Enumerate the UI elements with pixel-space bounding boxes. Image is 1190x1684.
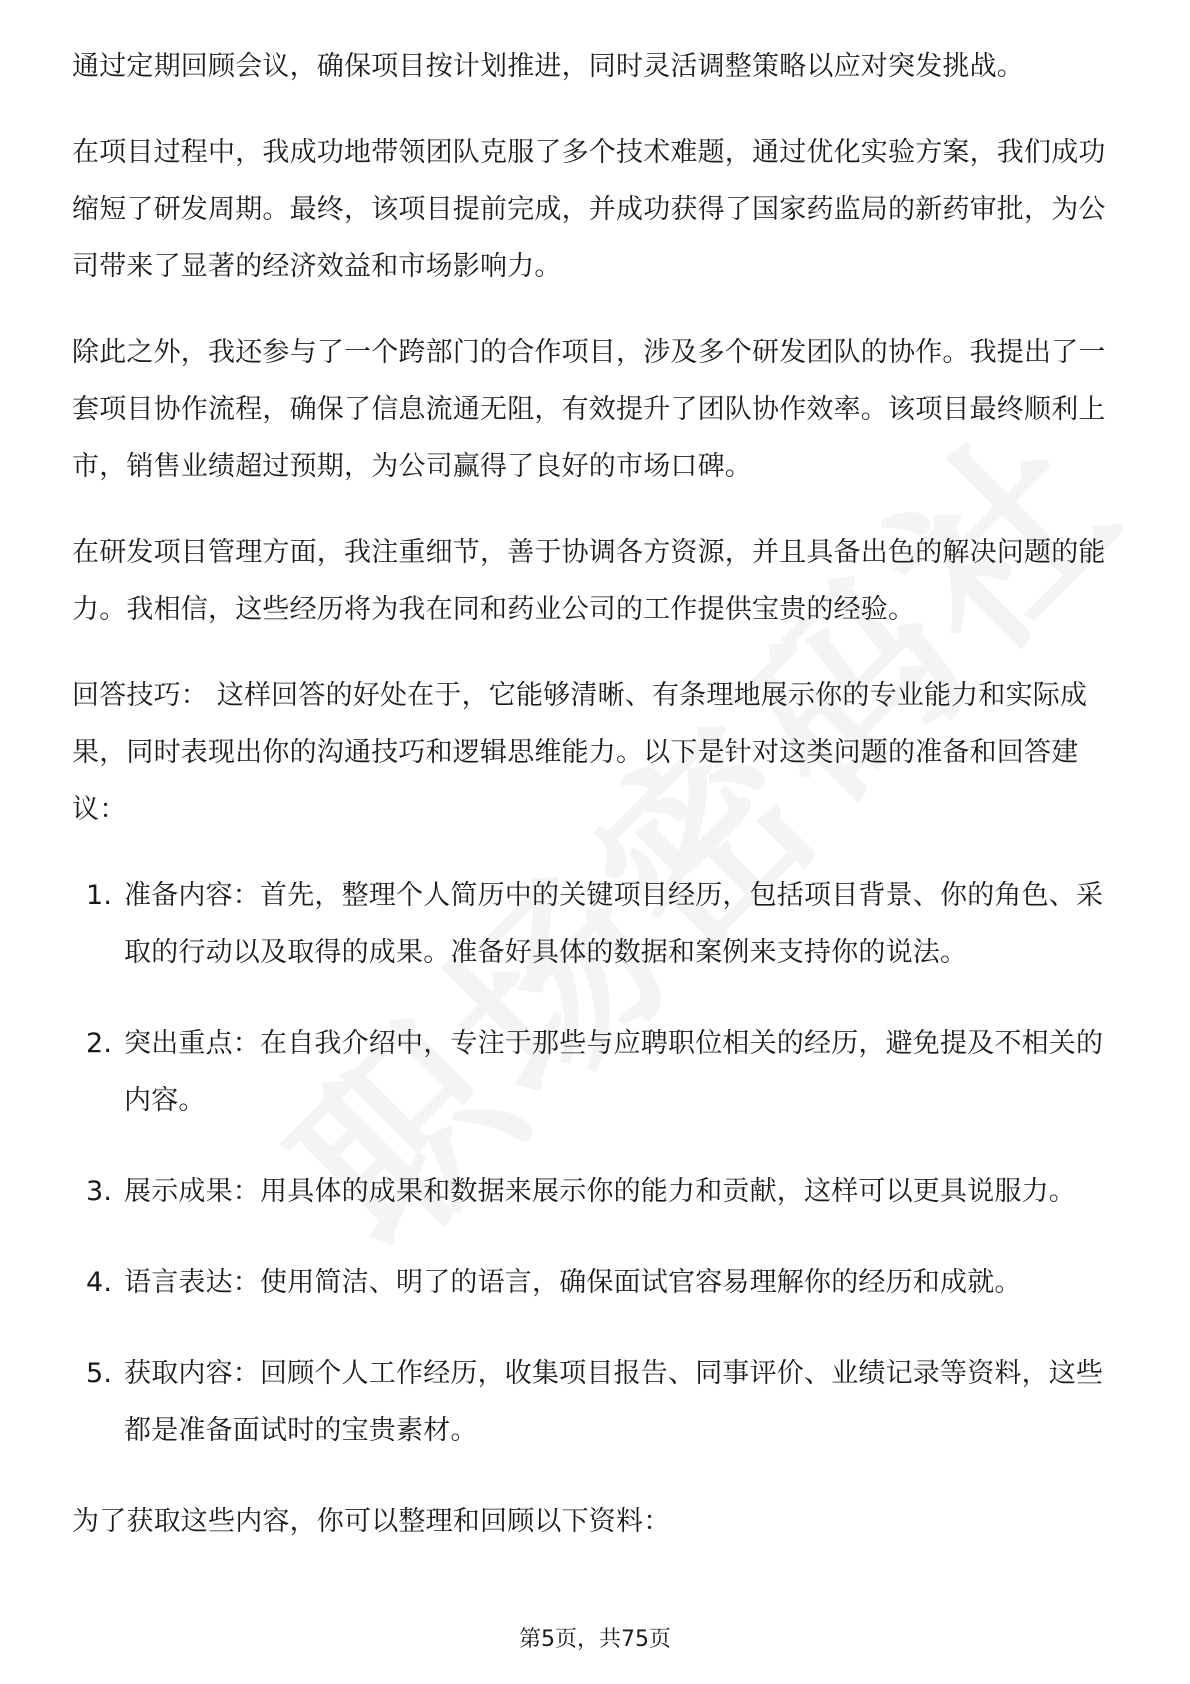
- paragraph-review-meetings: 通过定期回顾会议，确保项目按计划推进，同时灵活调整策略以应对突发挑战。: [72, 51, 1024, 82]
- list-number: 4.: [86, 1267, 113, 1298]
- list-item: [72, 867, 1122, 981]
- list-item-text: 语言表达：使用简洁、明了的语言，确保面试官容易理解你的经历和成就。: [124, 1267, 1022, 1298]
- list-item: [72, 1345, 1122, 1459]
- list-number: 1.: [86, 880, 113, 911]
- list-number: 2.: [86, 1028, 113, 1059]
- list-number: 5.: [86, 1358, 113, 1389]
- list-item: [72, 1015, 1122, 1129]
- list-item-text: 获取内容：回顾个人工作经历，收集项目报告、同事评价、业绩记录等资料，这些都是准备面试时的宝贵素材。: [124, 1358, 1104, 1446]
- list-item: [72, 1254, 1122, 1311]
- document-body: [72, 38, 1122, 1579]
- list-item: [72, 1163, 1122, 1220]
- list-item-text: 突出重点：在自我介绍中，专注于那些与应聘职位相关的经历，避免提及不相关的内容。: [124, 1028, 1104, 1116]
- list-item-text: 展示成果：用具体的成果和数据来展示你的能力和贡献，这样可以更具说服力。: [124, 1176, 1076, 1207]
- paragraph-answer-tips: 回答技巧： 这样回答的好处在于，它能够清晰、有条理地展示你的专业能力和实际成果，同时表现出你的沟通技巧和逻辑思维能力。以下是针对这类问题的准备和回答建议：: [72, 680, 1088, 825]
- advice-list: [72, 867, 1122, 1459]
- paragraph-cross-department: 除此之外，我还参与了一个跨部门的合作项目，涉及多个研发团队的协作。我提出了一套项目协作流程，确保了信息流通无阻，有效提升了团队协作效率。该项目最终顺利上市，销售业绩超过预期，为公司赢得了良好的市场口碑。: [72, 337, 1106, 482]
- paragraph-management-skills: 在研发项目管理方面，我注重细节，善于协调各方资源，并且具备出色的解决问题的能力。我相信，这些经历将为我在同和药业公司的工作提供宝贵的经验。: [72, 537, 1106, 625]
- paragraph-closing: 为了获取这些内容，你可以整理和回顾以下资料：: [72, 1506, 671, 1537]
- page-footer: 第5页，共75页: [519, 1627, 671, 1652]
- list-item-text: 准备内容：首先，整理个人简历中的关键项目经历，包括项目背景、你的角色、采取的行动以及取得的成果。准备好具体的数据和案例来支持你的说法。: [124, 880, 1104, 968]
- paragraph-project-success: 在项目过程中，我成功地带领团队克服了多个技术难题，通过优化实验方案，我们成功缩短了研发周期。最终，该项目提前完成，并成功获得了国家药监局的新药审批，为公司带来了显著的经济效益和市场影响力。: [72, 137, 1106, 282]
- list-number: 3.: [86, 1176, 113, 1207]
